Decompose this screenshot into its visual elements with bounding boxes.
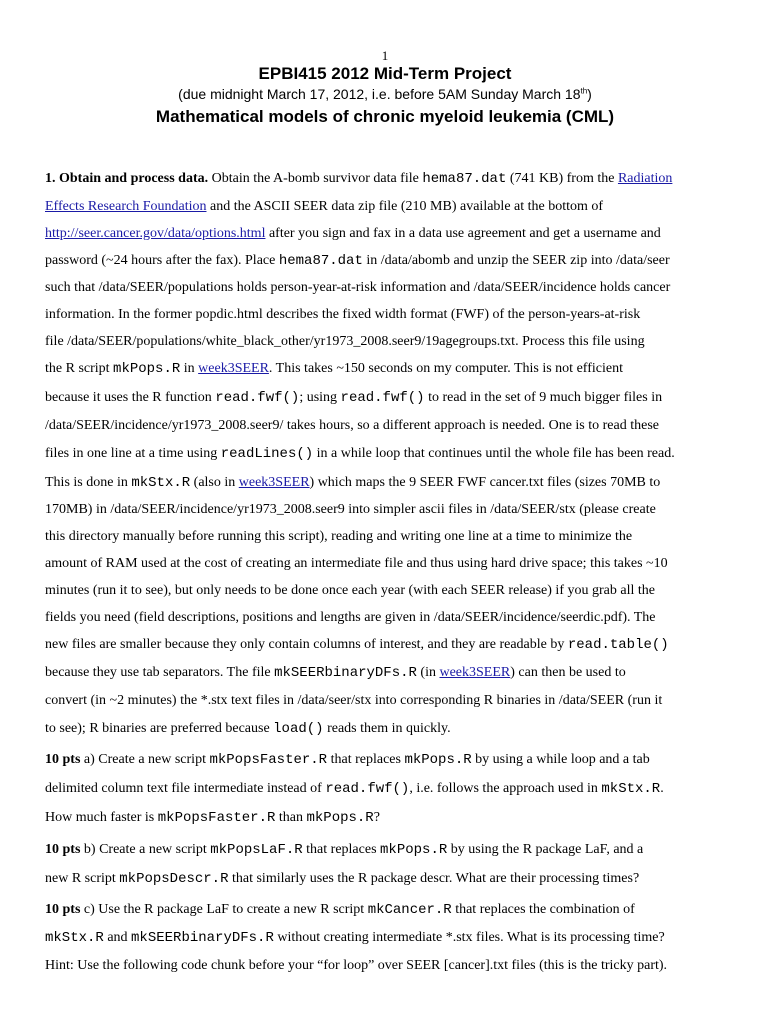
text-run: in /data/abomb and unzip the SEER zip into /data/seer	[362, 253, 670, 268]
text-run: to see); R binaries are preferred because	[45, 721, 274, 736]
text-run: that replaces	[302, 842, 381, 857]
code-mkstx: mkStx.R	[131, 475, 191, 491]
text-run: files in one line at a time using	[45, 446, 221, 461]
text-run: password (~24 hours after the fax). Place	[45, 253, 279, 268]
section-heading: 1. Obtain and process data.	[45, 171, 209, 186]
text-run: in	[180, 361, 199, 376]
text-run: because they use tab separators. The file	[45, 665, 275, 680]
code-mkpopsfaster: mkPopsFaster.R	[209, 752, 328, 768]
question-c-line-3: Hint: Use the following code chunk before your “for loop” over SEER [cancer].txt files (this is the tricky part).	[45, 958, 668, 973]
text-run: that similarly uses the R package descr. What are their processing times?	[228, 871, 640, 886]
question-a-line-3	[45, 809, 380, 827]
week3seer-link[interactable]: week3SEER	[439, 665, 511, 680]
code-readfwf: read.fwf()	[215, 390, 300, 406]
body-line-3	[45, 225, 661, 243]
rerf-link-continued[interactable]: Effects Research Foundation	[45, 199, 207, 214]
body-line-18	[45, 636, 669, 654]
code-mkpops: mkPops.R	[404, 752, 472, 768]
body-line-9	[45, 389, 662, 407]
text-run: ) which maps the 9 SEER FWF cancer.txt files (sizes 70MB to	[309, 475, 661, 490]
body-line-14: this directory manually before running this script), reading and writing one line at a time to minimize the	[45, 529, 633, 544]
text-run: to read in the set of 9 much bigger files in	[424, 390, 663, 405]
text-run: (741 KB) from the	[506, 171, 618, 186]
code-load: load()	[273, 721, 324, 737]
project-heading: Mathematical models of chronic myeloid leukemia (CML)	[155, 107, 615, 126]
code-mkseerbinarydfs: mkSEERbinaryDFs.R	[131, 930, 274, 946]
points-label: 10 pts	[45, 752, 81, 767]
code-mkstx: mkStx.R	[601, 781, 661, 797]
code-mkpopsdescr: mkPopsDescr.R	[119, 871, 229, 887]
code-readfwf: read.fwf()	[325, 781, 410, 797]
text-run: . This takes ~150 seconds on my computer. This is not efficient	[268, 361, 623, 376]
text-run: ) can then be used to	[510, 665, 626, 680]
body-line-17: fields you need (field descriptions, positions and lengths are given in /data/SEER/incidence/seerdic.pdf). The	[45, 610, 656, 625]
due-date-close: )	[587, 86, 592, 102]
text-run: , i.e. follows the approach used in	[409, 781, 602, 796]
body-line-20: convert (in ~2 minutes) the *.stx text files in /data/seer/stx into corresponding R binaries in /data/SEER (run it	[45, 693, 663, 708]
body-line-10: /data/SEER/incidence/yr1973_2008.seer9/ takes hours, so a different approach is needed. One is to read these	[45, 418, 659, 433]
text-run: new files are smaller because they only contain columns of interest, and they are readable by	[45, 637, 568, 652]
text-run: new R script	[45, 871, 120, 886]
body-line-21	[45, 720, 451, 738]
text-run: without creating intermediate *.stx files. What is its processing time?	[273, 930, 665, 945]
code-mkpopslaf: mkPopsLaF.R	[210, 842, 303, 858]
due-date-text: (due midnight March 17, 2012, i.e. before 5AM Sunday March 18	[178, 86, 581, 102]
body-line-19	[45, 664, 626, 682]
due-date-subtitle	[0, 86, 770, 102]
code-mkpops: mkPops.R	[113, 361, 181, 377]
code-mkpops: mkPops.R	[380, 842, 448, 858]
page-number: 1	[381, 48, 389, 63]
text-run: and the ASCII SEER data zip file (210 MB) available at the bottom of	[206, 199, 604, 214]
body-line-1	[45, 170, 672, 188]
code-mkstx: mkStx.R	[45, 930, 104, 946]
code-readfwf: read.fwf()	[340, 390, 425, 406]
text-run: ; using	[299, 390, 341, 405]
text-run: c) Use the R package LaF to create a new R script	[80, 902, 368, 917]
text-run: the R script	[45, 361, 114, 376]
body-line-4	[45, 252, 670, 270]
text-run: in a while loop that continues until the whole file has been read.	[313, 446, 675, 461]
question-b-line-1	[45, 841, 643, 859]
body-line-12	[45, 474, 660, 492]
text-run: (also in	[190, 475, 239, 490]
question-c-line-1	[45, 901, 635, 919]
code-readtable: read.table()	[567, 637, 669, 653]
text-run: .	[660, 781, 664, 796]
code-mkcancer: mkCancer.R	[367, 902, 452, 918]
body-line-13: 170MB) in /data/SEER/incidence/yr1973_2008.seer9 into simpler ascii files in /data/SEER/stx (please create	[45, 502, 656, 517]
points-label: 10 pts	[45, 902, 81, 917]
question-a-line-1	[45, 751, 650, 769]
code-mkpops: mkPops.R	[306, 810, 374, 826]
body-line-11	[45, 445, 675, 463]
points-label: 10 pts	[45, 842, 81, 857]
text-run: b) Create a new script	[80, 842, 211, 857]
question-b-line-2	[45, 870, 639, 888]
text-run: because it uses the R function	[45, 390, 216, 405]
week3seer-link[interactable]: week3SEER	[238, 475, 310, 490]
code-readlines: readLines()	[220, 446, 314, 462]
text-run: after you sign and fax in a data use agreement and get a username and	[265, 226, 661, 241]
text-run: Obtain the A-bomb survivor data file	[208, 171, 423, 186]
text-run: This is done in	[45, 475, 132, 490]
text-run: by using the R package LaF, and a	[447, 842, 644, 857]
text-run: and	[103, 930, 132, 945]
code-hema87: hema87.dat	[278, 253, 363, 269]
question-a-line-2	[45, 780, 664, 798]
body-line-16: minutes (run it to see), but only needs to be done once each year (with each SEER release) if you grab all the	[45, 583, 655, 598]
body-line-6: information. In the former popdic.html describes the fixed width format (FWF) of the person-years-at-risk	[45, 307, 641, 322]
body-line-7: file /data/SEER/populations/white_black_other/yr1973_2008.seer9/19agegroups.txt. Process this file using	[45, 334, 645, 349]
text-run: that replaces	[327, 752, 405, 767]
text-run: delimited column text file intermediate instead of	[45, 781, 326, 796]
body-line-15: amount of RAM used at the cost of creating an intermediate file and thus using hard drive space; this takes ~10	[45, 556, 668, 571]
text-run: ?	[373, 810, 380, 825]
code-mkseerbinarydfs: mkSEERbinaryDFs.R	[274, 665, 417, 681]
text-run: a) Create a new script	[80, 752, 210, 767]
text-run: reads them in quickly.	[323, 721, 451, 736]
seer-url-link[interactable]: http://seer.cancer.gov/data/options.html	[45, 226, 266, 241]
text-run: that replaces the combination of	[451, 902, 635, 917]
code-mkpopsfaster: mkPopsFaster.R	[157, 810, 276, 826]
body-line-5: such that /data/SEER/populations holds person-year-at-risk information and /data/SEER/incidence holds cancer	[45, 280, 671, 295]
page-title: EPBI415 2012 Mid-Term Project	[258, 64, 512, 83]
ordinal-suffix: th	[580, 86, 588, 96]
body-line-2	[45, 198, 603, 216]
text-run: (in	[416, 665, 440, 680]
week3seer-link[interactable]: week3SEER	[198, 361, 269, 376]
code-hema87: hema87.dat	[422, 171, 507, 187]
text-run: than	[275, 810, 307, 825]
text-run: How much faster is	[45, 810, 158, 825]
rerf-link[interactable]: Radiation	[617, 171, 673, 186]
question-c-line-2	[45, 929, 665, 947]
text-run: by using a while loop and a tab	[471, 752, 650, 767]
body-line-8	[45, 360, 623, 378]
